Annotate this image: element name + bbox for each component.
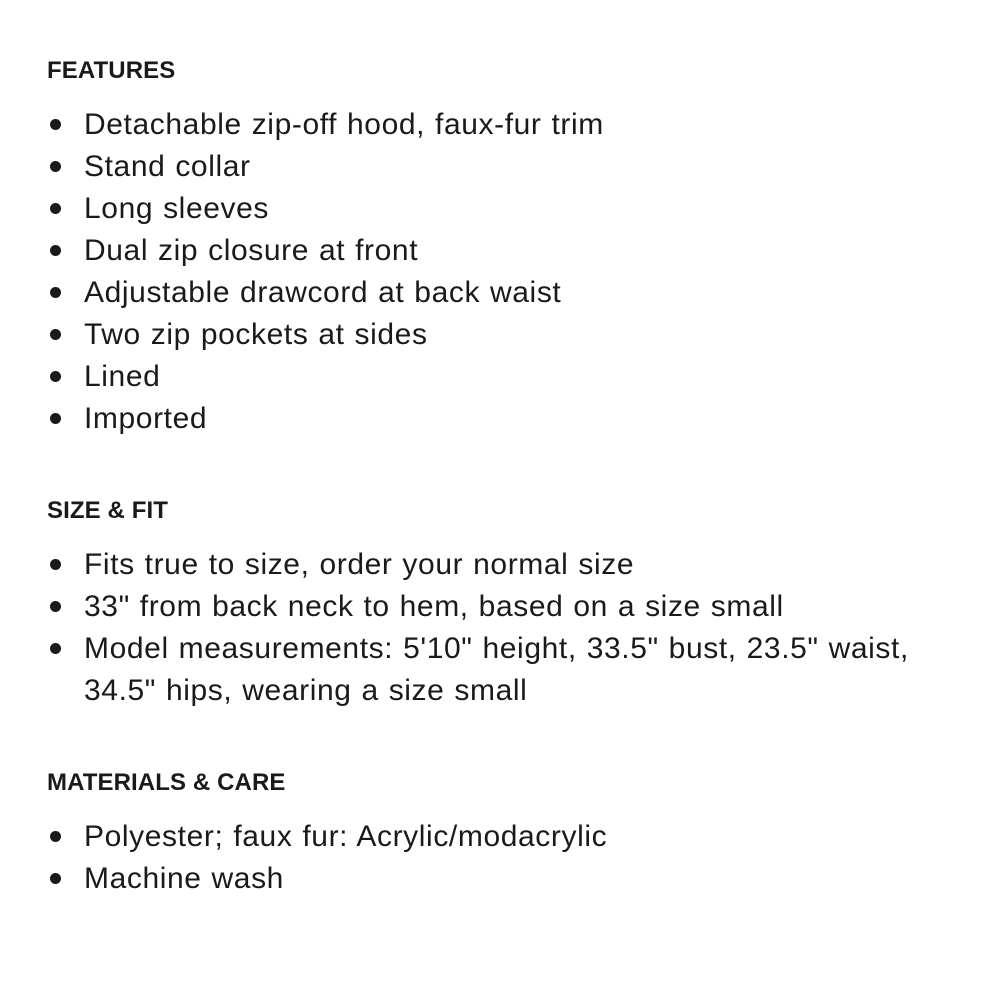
bullet-icon — [50, 161, 61, 172]
features-heading: FEATURES — [47, 57, 176, 84]
item-text: Polyester; faux fur: Acrylic/modacrylic — [84, 820, 608, 853]
size-fit-section — [47, 493, 1000, 712]
list-item — [47, 314, 929, 356]
bullet-icon — [50, 873, 61, 884]
item-text: Long sleeves — [84, 192, 269, 225]
bullet-icon — [50, 831, 61, 842]
size-fit-heading: SIZE & FIT — [47, 497, 168, 524]
list-item — [47, 188, 929, 230]
bullet-icon — [50, 413, 61, 424]
bullet-icon — [50, 601, 61, 612]
item-text: Detachable zip-off hood, faux-fur trim — [84, 108, 604, 141]
bullet-icon — [50, 245, 61, 256]
list-item — [47, 272, 929, 314]
item-text: Imported — [84, 402, 208, 435]
list-item — [47, 356, 929, 398]
bullet-icon — [50, 119, 61, 130]
materials-care-heading: MATERIALS & CARE — [47, 769, 286, 796]
bullet-icon — [50, 559, 61, 570]
list-item — [47, 230, 929, 272]
item-text: Model measurements: 5'10" height, 33.5" bust, 23.5" waist, 34.5" hips, wearing a size small — [84, 632, 909, 707]
item-text: Fits true to size, order your normal size — [84, 548, 635, 581]
item-text: Machine wash — [84, 862, 284, 895]
bullet-icon — [50, 643, 61, 654]
list-item — [47, 586, 929, 628]
materials-care-section — [47, 765, 1000, 900]
list-item — [47, 628, 929, 712]
list-item — [47, 398, 929, 440]
features-list — [47, 104, 1000, 440]
list-item — [47, 104, 929, 146]
item-text: Two zip pockets at sides — [84, 318, 428, 351]
list-item — [47, 858, 929, 900]
bullet-icon — [50, 287, 61, 298]
features-section — [47, 53, 1000, 440]
list-item — [47, 544, 929, 586]
list-item — [47, 816, 929, 858]
bullet-icon — [50, 203, 61, 214]
item-text: Lined — [84, 360, 161, 393]
item-text: Stand collar — [84, 150, 251, 183]
materials-care-list — [47, 816, 1000, 900]
list-item — [47, 146, 929, 188]
item-text: Adjustable drawcord at back waist — [84, 276, 562, 309]
bullet-icon — [50, 371, 61, 382]
size-fit-list — [47, 544, 1000, 712]
item-text: 33" from back neck to hem, based on a size small — [84, 590, 784, 623]
bullet-icon — [50, 329, 61, 340]
item-text: Dual zip closure at front — [84, 234, 419, 267]
